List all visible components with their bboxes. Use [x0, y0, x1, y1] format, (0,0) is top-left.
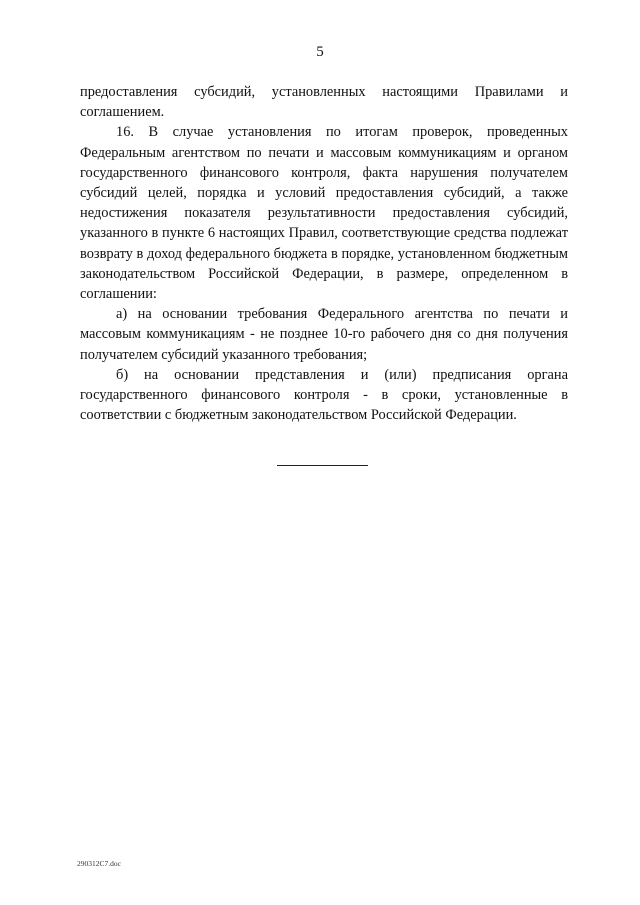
footer-filename: 290312C7.doc [77, 859, 121, 868]
paragraph-subclause-b: б) на основании представления и (или) предписания органа государственного финансового контроля - в сроки, установленные в соответствии с бюджетным законодательством Российской Федерации. [80, 366, 568, 424]
paragraph-continuation: предоставления субсидий, установленных настоящими Правилами и соглашением. [80, 84, 568, 121]
page-number: 5 [316, 44, 324, 60]
paragraph-subclause-a: а) на основании требования Федерального агентства по печати и массовым коммуникациям - не позднее 10-го рабочего дня со дня получения получателем субсидий указанного требования; [80, 306, 568, 363]
paragraph-clause-16: 16. В случае установления по итогам проверок, проведенных Федеральным агентством по печати и массовым коммуникациям и органом государственного финансового контроля, факта нарушения получателем субсидий целей, порядка и условий предоставления субсидий, а также недостижения показателя результативности предоставления субсидий, указанного в пункте 6 настоящих Правил, соответствующие средства подлежат возврату в доход федерального бюджета в порядке, установленном бюджетным законодательством Российской Федерации, в размере, определенном в соглашении: [80, 124, 568, 303]
document-body [80, 82, 568, 425]
end-separator-line [277, 465, 368, 466]
